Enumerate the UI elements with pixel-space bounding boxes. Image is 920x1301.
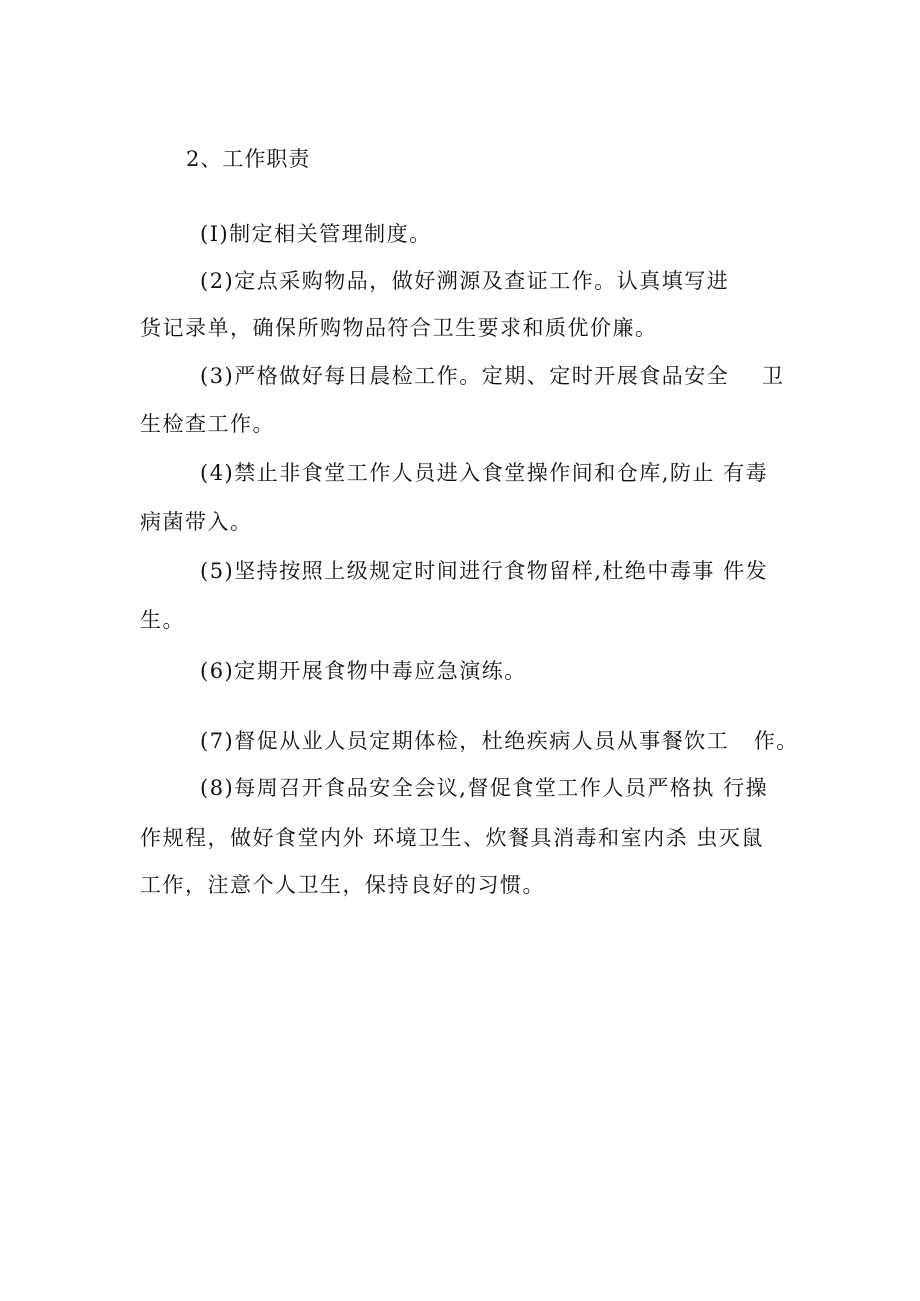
paragraph-item-4-line-2: 病菌带入。 [140, 510, 253, 534]
paragraph-item-8-line-3: 工作，注意个人卫生，保持良好的习惯。 [140, 873, 545, 897]
paragraph-item-4-line-1: (4)禁止非食堂工作人员进入食堂操作间和仓库,防止 有毒 [200, 461, 769, 485]
section-heading: 2、工作职责 [186, 147, 311, 171]
paragraph-item-3-line-2: 生检查工作。 [140, 412, 275, 436]
paragraph-item-2-line-1: (2)定点采购物品，做好溯源及查证工作。认真填写进 [200, 269, 730, 293]
paragraph-item-8-line-1: (8)每周召开食品安全会议,督促食堂工作人员严格执 行操 [200, 776, 769, 800]
paragraph-item-3-line-1: (3)严格做好每日晨检工作。定期、定时开展食品安全 卫 [200, 364, 785, 388]
paragraph-item-5-line-2: 生。 [140, 608, 185, 632]
paragraph-item-7-line-1: (7)督促从业人员定期体检，杜绝疾病人员从事餐饮工 作。 [200, 729, 799, 753]
paragraph-item-5-line-1: (5)坚持按照上级规定时间进行食物留样,杜绝中毒事 件发 [200, 559, 769, 583]
paragraph-item-6-line-1: (6)定期开展食物中毒应急演练。 [200, 659, 527, 683]
paragraph-item-1-line-1: (I)制定相关管理制度。 [200, 222, 432, 246]
paragraph-item-2-line-2: 货记录单，确保所购物品符合卫生要求和质优价廉。 [140, 316, 658, 340]
paragraph-item-8-line-2: 作规程，做好食堂内外 环境卫生、炊餐具消毒和室内杀 虫灭鼠 [140, 826, 764, 850]
